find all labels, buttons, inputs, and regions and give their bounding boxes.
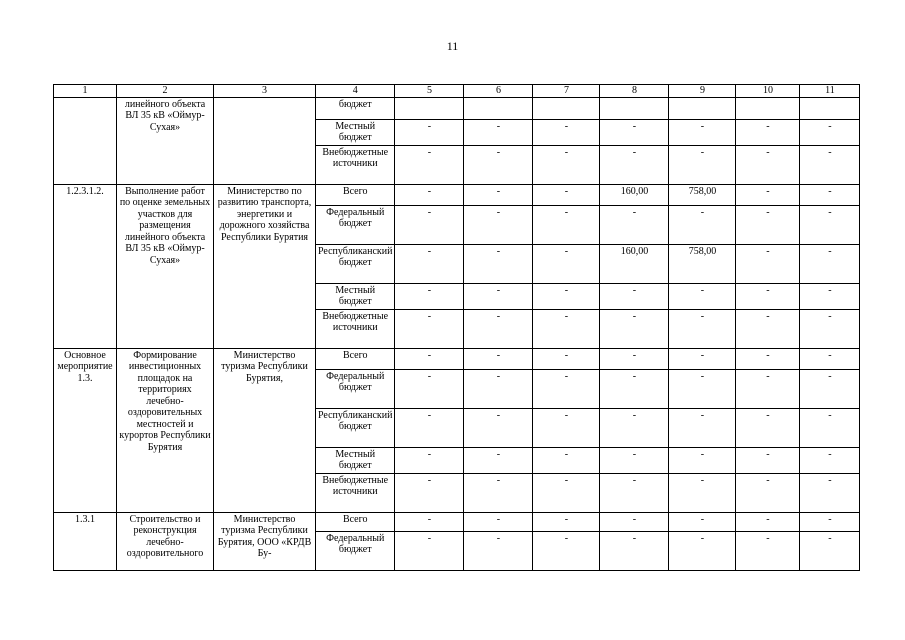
header-row (54, 85, 860, 98)
measure-code-cell: 1.2.3.1.2. (54, 184, 117, 348)
value-cell: - (800, 408, 860, 447)
value-cell: 160,00 (600, 184, 669, 205)
value-cell: - (533, 184, 600, 205)
funding-source-cell: Внебюджетные источники (316, 145, 395, 184)
table-row (54, 348, 860, 369)
value-cell: - (669, 348, 736, 369)
measure-code-cell: 1.3.1 (54, 512, 117, 570)
value-cell: - (800, 244, 860, 283)
value-cell: - (800, 531, 860, 570)
value-cell: - (533, 244, 600, 283)
measure-name-cell: Выполнение работ по оценке земельных участков для размещения линейного объекта ВЛ 35 кВ «Оймур-Сухая» (117, 184, 214, 348)
value-cell: - (669, 512, 736, 531)
value-cell: - (669, 447, 736, 473)
funding-source-cell: Республиканский бюджет (316, 244, 395, 283)
header-cell: 8 (600, 85, 669, 98)
funding-source-cell: бюджет (316, 97, 395, 119)
funding-source-cell: Местный бюджет (316, 283, 395, 309)
funding-source-cell: Республиканский бюджет (316, 408, 395, 447)
value-cell: - (464, 145, 533, 184)
value-cell: - (395, 145, 464, 184)
value-cell: - (464, 473, 533, 512)
value-cell: - (533, 205, 600, 244)
value-cell: - (464, 408, 533, 447)
funding-source-cell: Федеральный бюджет (316, 531, 395, 570)
value-cell: 758,00 (669, 184, 736, 205)
table-row (54, 97, 860, 119)
value-cell: - (669, 145, 736, 184)
value-cell: - (533, 512, 600, 531)
value-cell: - (600, 348, 669, 369)
funding-source-cell: Всего (316, 348, 395, 369)
value-cell: - (669, 408, 736, 447)
header-cell: 11 (800, 85, 860, 98)
funding-source-cell: Всего (316, 512, 395, 531)
value-cell: - (600, 145, 669, 184)
value-cell: - (736, 283, 800, 309)
measure-code-cell (54, 97, 117, 184)
value-cell (669, 97, 736, 119)
page-number: 11 (446, 39, 459, 53)
value-cell: 160,00 (600, 244, 669, 283)
value-cell: - (533, 369, 600, 408)
value-cell: - (669, 119, 736, 145)
value-cell: - (800, 283, 860, 309)
funding-source-cell: Внебюджетные источники (316, 473, 395, 512)
value-cell: - (395, 512, 464, 531)
value-cell: - (395, 531, 464, 570)
value-cell: - (600, 369, 669, 408)
header-cell: 4 (316, 85, 395, 98)
header-cell: 2 (117, 85, 214, 98)
value-cell: - (736, 119, 800, 145)
value-cell: - (669, 473, 736, 512)
header-cell: 7 (533, 85, 600, 98)
value-cell: - (533, 408, 600, 447)
executor-cell: Министерство туризма Республики Бурятия, ООО «КРДВ Бу- (214, 512, 316, 570)
value-cell: - (800, 473, 860, 512)
funding-source-cell: Местный бюджет (316, 119, 395, 145)
header-cell: 10 (736, 85, 800, 98)
value-cell: - (395, 205, 464, 244)
funding-source-cell: Местный бюджет (316, 447, 395, 473)
value-cell: - (736, 244, 800, 283)
value-cell: - (736, 512, 800, 531)
value-cell: - (533, 447, 600, 473)
measure-name-cell: Строительство и реконструкция лечебно-оздоровительного (117, 512, 214, 570)
value-cell: - (669, 309, 736, 348)
value-cell: - (533, 531, 600, 570)
table-row (54, 184, 860, 205)
value-cell: - (395, 348, 464, 369)
value-cell: - (800, 447, 860, 473)
value-cell (395, 97, 464, 119)
value-cell: - (736, 447, 800, 473)
value-cell: - (800, 348, 860, 369)
value-cell: - (464, 369, 533, 408)
value-cell (464, 97, 533, 119)
value-cell (800, 97, 860, 119)
value-cell: - (395, 119, 464, 145)
value-cell: - (669, 531, 736, 570)
value-cell: - (395, 283, 464, 309)
value-cell: - (600, 408, 669, 447)
header-cell: 1 (54, 85, 117, 98)
value-cell: - (395, 447, 464, 473)
value-cell: - (736, 184, 800, 205)
table-row (54, 512, 860, 531)
value-cell: - (736, 309, 800, 348)
header-cell: 6 (464, 85, 533, 98)
value-cell: - (464, 283, 533, 309)
table-body (54, 85, 860, 571)
value-cell (600, 97, 669, 119)
measure-name-cell: линейного объекта ВЛ 35 кВ «Оймур-Сухая» (117, 97, 214, 184)
value-cell: - (600, 309, 669, 348)
value-cell: - (800, 205, 860, 244)
value-cell: - (395, 184, 464, 205)
value-cell: - (464, 184, 533, 205)
value-cell: - (736, 145, 800, 184)
header-cell: 3 (214, 85, 316, 98)
executor-cell (214, 97, 316, 184)
value-cell: - (533, 145, 600, 184)
value-cell: - (736, 473, 800, 512)
value-cell: - (464, 447, 533, 473)
value-cell: - (533, 309, 600, 348)
value-cell: - (800, 512, 860, 531)
funding-source-cell: Федеральный бюджет (316, 205, 395, 244)
value-cell: - (464, 244, 533, 283)
value-cell: - (395, 244, 464, 283)
value-cell: - (600, 119, 669, 145)
header-cell: 9 (669, 85, 736, 98)
value-cell: - (800, 184, 860, 205)
value-cell: - (533, 283, 600, 309)
executor-cell: Министерство туризма Республики Бурятия, (214, 348, 316, 512)
budget-table (53, 84, 860, 571)
value-cell (736, 97, 800, 119)
value-cell: - (395, 473, 464, 512)
value-cell: - (464, 119, 533, 145)
value-cell: - (600, 283, 669, 309)
value-cell: - (736, 408, 800, 447)
funding-source-cell: Федеральный бюджет (316, 369, 395, 408)
header-cell: 5 (395, 85, 464, 98)
value-cell: - (736, 531, 800, 570)
value-cell: - (395, 369, 464, 408)
value-cell: - (736, 369, 800, 408)
value-cell: - (800, 119, 860, 145)
measure-name-cell: Формирование инвестиционных площадок на территориях лечебно-оздоровительных местностей и курортов Республики Бурятия (117, 348, 214, 512)
value-cell: - (600, 531, 669, 570)
value-cell: - (600, 512, 669, 531)
value-cell: - (464, 205, 533, 244)
value-cell: - (800, 145, 860, 184)
value-cell: - (395, 309, 464, 348)
funding-source-cell: Всего (316, 184, 395, 205)
value-cell: - (669, 369, 736, 408)
value-cell: - (800, 309, 860, 348)
funding-source-cell: Внебюджетные источники (316, 309, 395, 348)
value-cell: - (395, 408, 464, 447)
value-cell: - (464, 531, 533, 570)
value-cell: - (800, 369, 860, 408)
value-cell: - (736, 205, 800, 244)
value-cell: - (600, 447, 669, 473)
value-cell: - (669, 283, 736, 309)
measure-code-cell: Основное мероприятие 1.3. (54, 348, 117, 512)
value-cell: - (736, 348, 800, 369)
value-cell: - (464, 309, 533, 348)
executor-cell: Министерство по развитию транспорта, энергетики и дорожного хозяйства Республики Бурятия (214, 184, 316, 348)
value-cell: - (533, 473, 600, 512)
value-cell: 758,00 (669, 244, 736, 283)
value-cell: - (533, 119, 600, 145)
value-cell: - (669, 205, 736, 244)
value-cell: - (533, 348, 600, 369)
value-cell (533, 97, 600, 119)
value-cell: - (600, 473, 669, 512)
value-cell: - (464, 348, 533, 369)
value-cell: - (464, 512, 533, 531)
value-cell: - (600, 205, 669, 244)
